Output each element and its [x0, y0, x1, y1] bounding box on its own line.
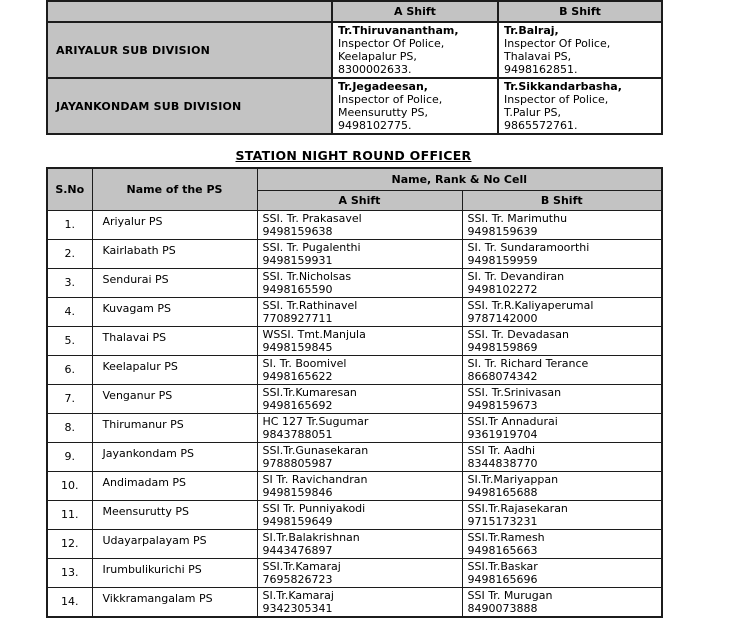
- officer-name: SSI.Tr.Kamaraj: [262, 559, 341, 573]
- officer-name: SSI. Tr.R.Kaliyaperumal: [467, 298, 594, 312]
- officer-phone: 9498159869: [467, 341, 538, 354]
- officer-phone: 9498165688: [467, 486, 538, 499]
- division-label: JAYANKONDAM SUB DIVISION: [47, 78, 332, 134]
- officer-name: SI.Tr.Balakrishnan: [262, 530, 360, 544]
- sub-division-table: [46, 0, 663, 135]
- officer-phone: 9498165696: [467, 573, 538, 586]
- officer-phone: 9498159638: [262, 225, 333, 238]
- page-title: STATION NIGHT ROUND OFFICER: [235, 148, 472, 163]
- officer-name: SSI.Tr.Kumaresan: [262, 385, 357, 399]
- empty-header-cell: [47, 1, 332, 22]
- a-shift-officer: [257, 239, 462, 268]
- officer-name: SSI. Tr.Nicholsas: [262, 269, 352, 283]
- officer-name: SSI.Tr.Baskar: [467, 559, 538, 573]
- officer-phone: 8344838770: [467, 457, 538, 470]
- ps-name: Thirumanur PS: [92, 413, 257, 442]
- table-row: [47, 587, 662, 617]
- officer-phone: 9715173231: [467, 515, 538, 528]
- b-shift-officer: [462, 268, 662, 297]
- serial-number: 3.: [47, 268, 92, 297]
- a-shift-header: A Shift: [332, 1, 498, 22]
- serial-number: 9.: [47, 442, 92, 471]
- table-row: [47, 22, 662, 78]
- officer-phone: 9498159649: [262, 515, 333, 528]
- table-row: [47, 384, 662, 413]
- a-shift-officer: [257, 558, 462, 587]
- officer-phone: 9498159959: [467, 254, 538, 267]
- serial-number: 7.: [47, 384, 92, 413]
- serial-number: 14.: [47, 587, 92, 617]
- ps-name: Jayankondam PS: [92, 442, 257, 471]
- ps-name: Ariyalur PS: [92, 210, 257, 239]
- b-shift-officer: [462, 587, 662, 617]
- table-header-row: [47, 168, 662, 190]
- ps-name: Meensurutty PS: [92, 500, 257, 529]
- officer-phone: 9788805987: [262, 457, 333, 470]
- officer-name: Tr.Balraj,: [504, 24, 559, 37]
- serial-number: 8.: [47, 413, 92, 442]
- officer-name: SSI Tr. Murugan: [467, 588, 553, 602]
- ps-name: Udayarpalayam PS: [92, 529, 257, 558]
- a-shift-officer: [257, 268, 462, 297]
- officer-name: SSI.Tr.Rajasekaran: [467, 501, 568, 515]
- b-shift-officer: [462, 239, 662, 268]
- officer-phone: 9498165663: [467, 544, 538, 557]
- officer-name: SSI. Tr. Devadasan: [467, 327, 569, 341]
- serial-number: 1.: [47, 210, 92, 239]
- officer-name: SSI Tr. Punniyakodi: [262, 501, 366, 515]
- officer-name: Tr.Thiruvanantham,: [338, 24, 459, 37]
- a-shift-officer: [257, 529, 462, 558]
- officer-rank: Inspector Of Police,: [504, 37, 611, 50]
- table-row: [47, 297, 662, 326]
- officer-phone: 9498159845: [262, 341, 333, 354]
- a-shift-officer: [257, 326, 462, 355]
- table-row: [47, 500, 662, 529]
- serial-number: 10.: [47, 471, 92, 500]
- officer-cell: [498, 22, 662, 78]
- b-shift-header: B Shift: [498, 1, 662, 22]
- a-shift-officer: [257, 297, 462, 326]
- officer-phone: 9342305341: [262, 602, 333, 615]
- officer-phone: 8668074342: [467, 370, 538, 383]
- officer-phone: 9498159673: [467, 399, 538, 412]
- officer-station: Thalavai PS,: [504, 50, 572, 63]
- a-shift-officer: [257, 355, 462, 384]
- officer-name: SI.Tr.Mariyappan: [467, 472, 559, 486]
- officer-name: WSSI. Tmt.Manjula: [262, 327, 366, 341]
- serial-number: 2.: [47, 239, 92, 268]
- table-row: [47, 78, 662, 134]
- officer-phone: 9361919704: [467, 428, 538, 441]
- officer-phone: 8300002633.: [338, 63, 412, 76]
- ps-name: Thalavai PS: [92, 326, 257, 355]
- officer-phone: 9498102775.: [338, 119, 412, 132]
- officer-name: SSI. Tr. Marimuthu: [467, 211, 568, 225]
- officer-phone: 9498165692: [262, 399, 333, 412]
- document: [46, 0, 661, 618]
- officer-name: SSI.Tr.Gunasekaran: [262, 443, 369, 457]
- b-shift-officer: [462, 471, 662, 500]
- b-shift-officer: [462, 558, 662, 587]
- sno-header: S.No: [47, 168, 92, 210]
- officer-phone: 8490073888: [467, 602, 538, 615]
- b-shift-officer: [462, 326, 662, 355]
- officer-phone: 9787142000: [467, 312, 538, 325]
- ps-name: Andimadam PS: [92, 471, 257, 500]
- officer-phone: 7708927711: [262, 312, 333, 325]
- officer-phone: 9498102272: [467, 283, 538, 296]
- officer-phone: 9498165590: [262, 283, 333, 296]
- serial-number: 5.: [47, 326, 92, 355]
- serial-number: 12.: [47, 529, 92, 558]
- officer-phone: 9498159639: [467, 225, 538, 238]
- officer-name: SSI.Tr.Ramesh: [467, 530, 545, 544]
- officer-name: SSI.Tr Annadurai: [467, 414, 558, 428]
- table-row: [47, 268, 662, 297]
- ps-name: Vikkramangalam PS: [92, 587, 257, 617]
- officer-name: SSI. Tr.Srinivasan: [467, 385, 562, 399]
- officer-name: SSI. Tr.Rathinavel: [262, 298, 358, 312]
- a-shift-officer: [257, 471, 462, 500]
- officer-name: SSI. Tr. Prakasavel: [262, 211, 362, 225]
- b-shift-officer: [462, 210, 662, 239]
- officer-phone: 9498162851.: [504, 63, 578, 76]
- table-header-row: [47, 1, 662, 22]
- officer-name: Tr.Sikkandarbasha,: [504, 80, 622, 93]
- officer-station: Keelapalur PS,: [338, 50, 417, 63]
- a-shift-officer: [257, 500, 462, 529]
- b-shift-officer: [462, 442, 662, 471]
- serial-number: 6.: [47, 355, 92, 384]
- officer-rank: Inspector of Police,: [504, 93, 609, 106]
- b-shift-officer: [462, 529, 662, 558]
- b-shift-officer: [462, 355, 662, 384]
- officer-rank: Inspector Of Police,: [338, 37, 445, 50]
- officer-name: SI. Tr. Sundaramoorthi: [467, 240, 590, 254]
- ps-name-header: Name of the PS: [92, 168, 257, 210]
- officer-station: T.Palur PS,: [504, 106, 561, 119]
- table-row: [47, 326, 662, 355]
- serial-number: 11.: [47, 500, 92, 529]
- ps-name: Irumbulikurichi PS: [92, 558, 257, 587]
- b-shift-officer: [462, 413, 662, 442]
- a-shift-officer: [257, 210, 462, 239]
- a-shift-officer: [257, 587, 462, 617]
- officer-rank: Inspector of Police,: [338, 93, 443, 106]
- b-shift-officer: [462, 384, 662, 413]
- night-round-officer-table: [46, 167, 663, 618]
- officer-phone: 9843788051: [262, 428, 333, 441]
- ps-name: Kuvagam PS: [92, 297, 257, 326]
- officer-name: SSI Tr. Aadhi: [467, 443, 536, 457]
- officer-cell: [498, 78, 662, 134]
- officer-cell: [332, 22, 498, 78]
- officer-name: HC 127 Tr.Sugumar: [262, 414, 369, 428]
- table-row: [47, 471, 662, 500]
- officer-station: Meensurutty PS,: [338, 106, 428, 119]
- officer-cell: [332, 78, 498, 134]
- a-shift-officer: [257, 413, 462, 442]
- officer-phone: 9865572761.: [504, 119, 578, 132]
- officer-name: SI Tr. Ravichandran: [262, 472, 368, 486]
- table-row: [47, 355, 662, 384]
- serial-number: 13.: [47, 558, 92, 587]
- officer-name: SI.Tr.Kamaraj: [262, 588, 334, 602]
- a-shift-header: A Shift: [257, 190, 462, 210]
- a-shift-officer: [257, 384, 462, 413]
- table-row: [47, 413, 662, 442]
- b-shift-header: B Shift: [462, 190, 662, 210]
- b-shift-officer: [462, 500, 662, 529]
- table-row: [47, 210, 662, 239]
- officer-name: SI. Tr. Boomivel: [262, 356, 347, 370]
- division-label: ARIYALUR SUB DIVISION: [47, 22, 332, 78]
- officer-phone: 9498159931: [262, 254, 333, 267]
- ps-name: Sendurai PS: [92, 268, 257, 297]
- officer-name: SSI. Tr. Pugalenthi: [262, 240, 361, 254]
- ps-name: Keelapalur PS: [92, 355, 257, 384]
- officer-name: Tr.Jegadeesan,: [338, 80, 428, 93]
- officer-name: SI. Tr. Devandiran: [467, 269, 565, 283]
- table-row: [47, 529, 662, 558]
- officer-phone: 9498159846: [262, 486, 333, 499]
- officer-phone: 9443476897: [262, 544, 333, 557]
- officer-phone: 9498165622: [262, 370, 333, 383]
- table-row: [47, 442, 662, 471]
- officer-phone: 7695826723: [262, 573, 333, 586]
- b-shift-officer: [462, 297, 662, 326]
- officer-name: SI. Tr. Richard Terance: [467, 356, 589, 370]
- name-rank-cell-header: Name, Rank & No Cell: [257, 168, 662, 190]
- serial-number: 4.: [47, 297, 92, 326]
- ps-name: Kairlabath PS: [92, 239, 257, 268]
- a-shift-officer: [257, 442, 462, 471]
- table-row: [47, 558, 662, 587]
- table-row: [47, 239, 662, 268]
- ps-name: Venganur PS: [92, 384, 257, 413]
